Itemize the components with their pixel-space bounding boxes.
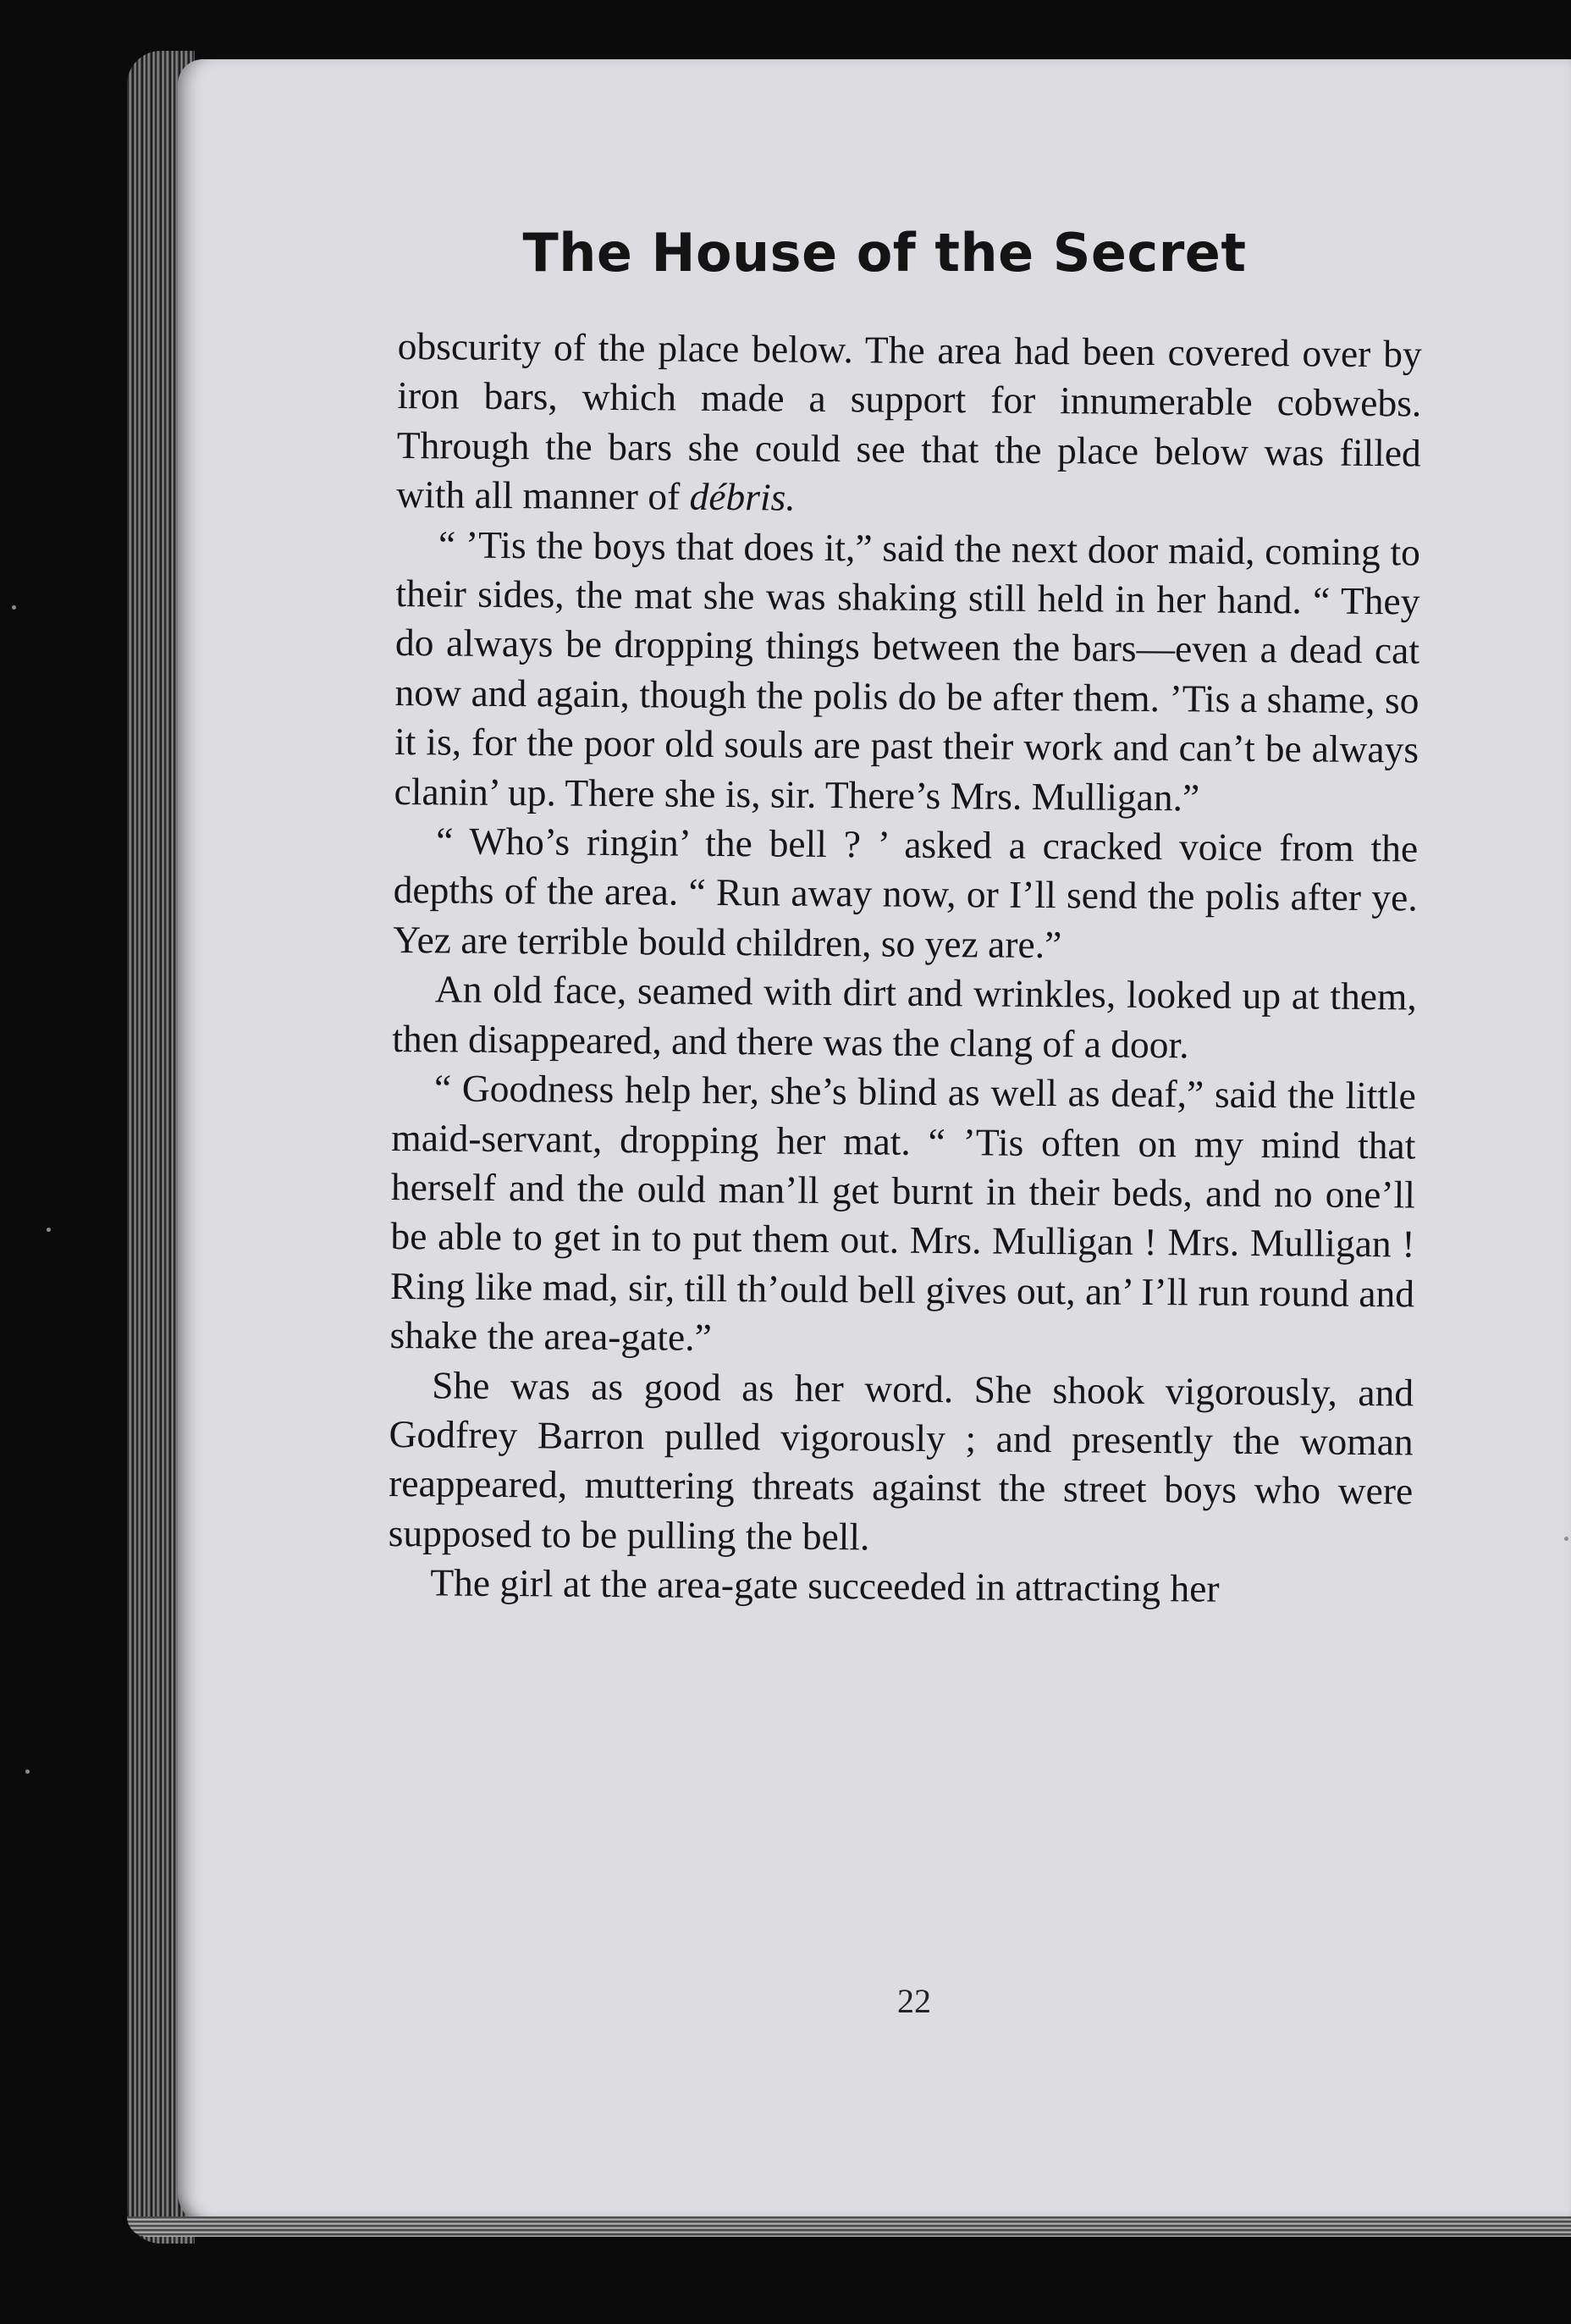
paragraph [396,322,1422,527]
book-bottom-edge [127,2216,1571,2237]
running-header-title: The House of the Secret [522,222,1247,284]
paragraph: An old face, seamed with dirt and wrinkles, looked up at them, then disappeared, and there was the clang of a door. [392,967,1417,1067]
paragraph: “ Who’s ringin’ the bell ? ’ asked a cracked voice from the depths of the area. “ Run away now, or I’ll send the polis after ye. Yez are terrible bould children, so yez are.” [393,819,1419,967]
paragraph: “ Goodness help her, she’s blind as well as deaf,” said the little maid-servant, dropping her mat. “ ’Tis often on my mind that herself and the ould man’ll get burnt in their beds, and no one’ll be able to get in to put them out. Mrs. Mulligan ! Mrs. Mulligan ! Ring like mad, sir, till th’ould bell gives out, an’ I’ll run round and shake the area-gate.” [389,1066,1417,1360]
scan-speck [25,1769,30,1774]
paragraph: “ ’Tis the boys that does it,” said the next door maid, coming to their sides, the mat she was shaking still held in her hand. “ They do always be dropping things between the bars—even a dead cat now and again, though the polis do be after them. ’Tis a shame, so it is, for the poor old souls are past their work and can’t be always clanin’ up. There she is, sir. There’s Mrs. Mulligan.” [394,522,1421,820]
scan-speck [1564,1537,1568,1541]
paragraph-text: obscurity of the place below. The area had been covered over by iron bars, which made a support for innumerable cobwebs. Through the bars she could see that the place below was filled with all manner of [396,323,1422,518]
paragraph: She was as good as her word. She shook vigorously, and Godfrey Barron pulled vigorously ; and presently the woman reappeared, muttering threats against the street boys who were supposed to be pulling the bell. [388,1362,1414,1559]
page-number: 22 [897,1982,931,2020]
scan-speck [47,1228,51,1232]
body-text [388,322,1422,1615]
paragraph: The girl at the area-gate succeeded in attracting her [430,1560,1220,1610]
scan-speck [12,605,16,610]
italic-word: débris. [689,474,796,519]
